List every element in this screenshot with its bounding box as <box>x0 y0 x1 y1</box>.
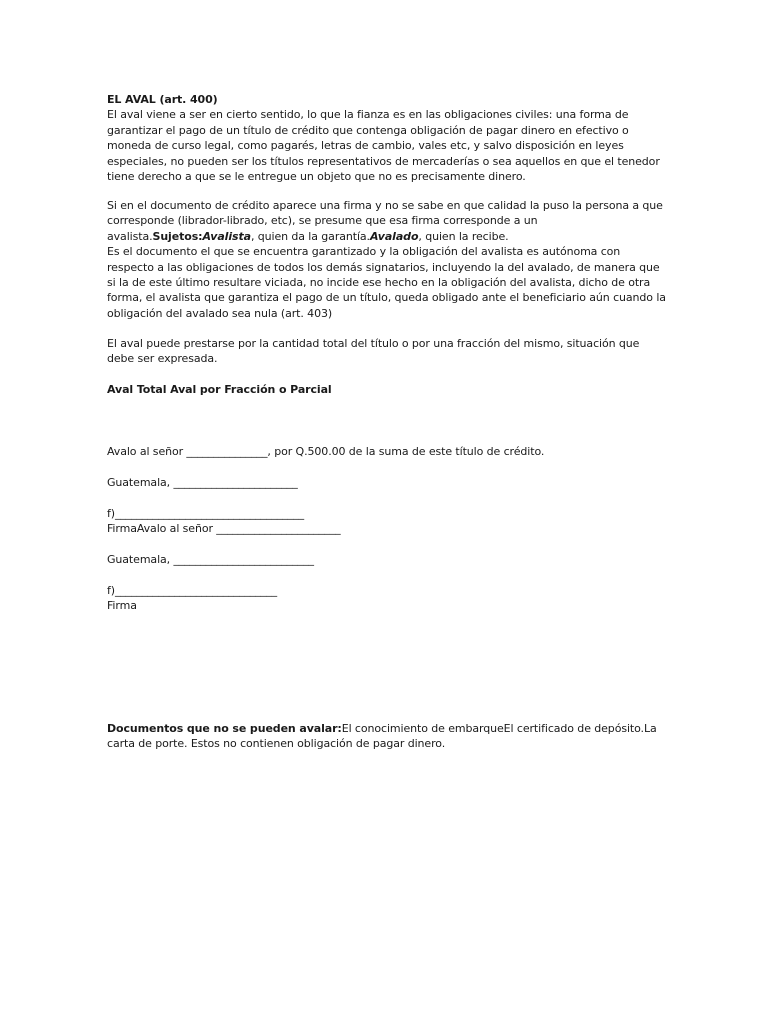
text-run-bold-italic: Avalista <box>202 229 251 243</box>
text-run: El conocimiento de embarqueEl certificado de depósito.La <box>341 722 657 735</box>
paragraph-line: debe ser expresada. <box>107 352 218 366</box>
paragraph-line: si la de este último resultare viciada, no incide ese hecho en la obligación del avalista, dicho de otra <box>107 276 651 290</box>
text-run-bold: Sujetos: <box>152 229 203 243</box>
text-run: , quien da la garantía. <box>250 229 370 243</box>
form-line: f)______________________________ <box>107 584 277 597</box>
paragraph-line: garantizar el pago de un título de crédito que contenga obligación de pagar dinero en efectivo o <box>107 123 629 137</box>
document-title: EL AVAL (art. 400) <box>107 93 218 106</box>
paragraph-line: El aval viene a ser en cierto sentido, lo que la fianza es en las obligaciones civiles: una forma de <box>107 108 629 122</box>
form-line: FirmaAvalo al señor _______________________ <box>107 522 341 536</box>
paragraph-line: moneda de curso legal, como pagarés, letras de cambio, vales etc, y salvo disposición en leyes <box>107 139 624 153</box>
form-line: Firma <box>107 599 137 613</box>
paragraph-line: forma, el avalista que garantiza el pago de un título, queda obligado ante el beneficiario aún cuando la <box>107 291 666 305</box>
footer-line: carta de porte. Estos no contienen obligación de pagar dinero. <box>107 737 446 751</box>
paragraph-line: respecto a las obligaciones de todos los demás signatarios, incluyendo la del avalado, de manera que <box>107 260 660 274</box>
paragraph-line: El aval puede prestarse por la cantidad total del título o por una fracción del mismo, situación que <box>107 337 640 350</box>
text-run-bold: Documentos que no se pueden avalar: <box>107 722 342 735</box>
text-run: , quien la recibe. <box>418 229 509 243</box>
paragraph-line: obligación del avalado sea nula (art. 403) <box>107 306 333 320</box>
form-line: Avalo al señor _______________, por Q.500.00 de la suma de este título de crédito. <box>107 445 545 458</box>
form-line: f)___________________________________ <box>107 507 304 520</box>
paragraph-line: Es el documento el que se encuentra garantizado y la obligación del avalista es autónoma con <box>107 245 621 259</box>
form-line: Guatemala, __________________________ <box>107 553 314 566</box>
paragraph-line-mixed <box>107 229 666 244</box>
paragraph-line: corresponde (librador-librado, etc), se presume que esa firma corresponde a un <box>107 214 538 228</box>
form-line: Guatemala, _______________________ <box>107 476 298 489</box>
section-heading: Aval Total Aval por Fracción o Parcial <box>107 383 332 396</box>
text-run-bold-italic: Avalado <box>369 229 419 243</box>
footer-line-mixed <box>107 721 657 736</box>
paragraph-line: tiene derecho a que se le entregue un objeto que no es precisamente dinero. <box>107 170 526 184</box>
paragraph-line: Si en el documento de crédito aparece una firma y no se sabe en que calidad la puso la persona a que <box>107 199 663 212</box>
text-run: avalista. <box>107 229 153 243</box>
paragraph-line: especiales, no pueden ser los títulos representativos de mercaderías o sea aquellos en que el tenedor <box>107 154 660 168</box>
